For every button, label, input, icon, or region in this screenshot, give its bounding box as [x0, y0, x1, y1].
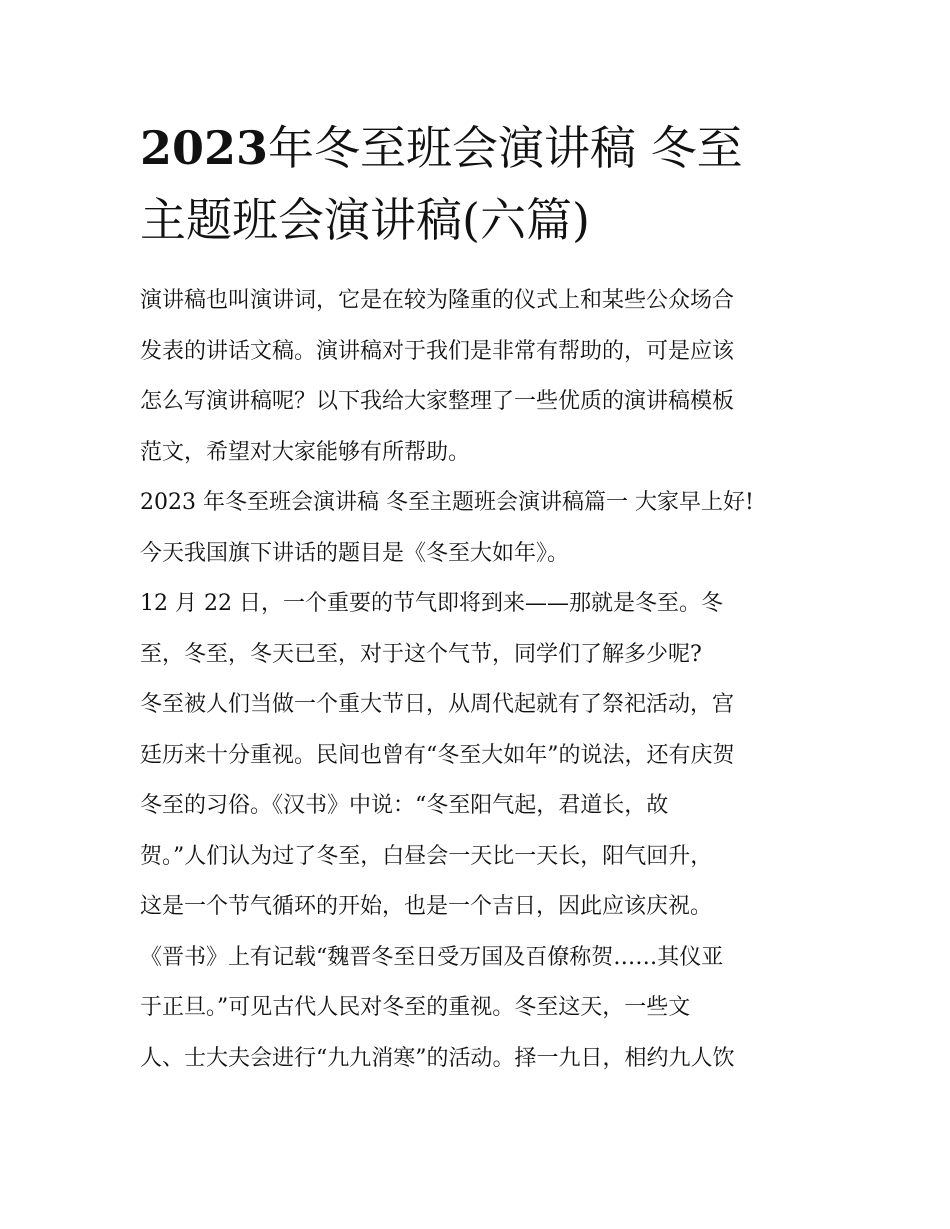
body-line-7: 12 月 22 日，一个重要的节气即将到来——那就是冬至。冬	[140, 591, 723, 616]
body-line-6: 今天我国旗下讲话的题目是《冬至大如年》。	[140, 540, 570, 566]
body-line-15: 于正旦。”可见古代人民对冬至的重视。冬至这天，一些文	[140, 995, 691, 1020]
body-line-10: 廷历来十分重视。民间也曾有“冬至大如年”的说法，还有庆贺	[140, 742, 735, 768]
body-line-12: 贺。”人们认为过了冬至，白昼会一天比一天长，阳气回升，	[140, 843, 713, 869]
title-line-1	[140, 112, 820, 184]
body-line-4: 范文，希望对大家能够有所帮助。	[140, 439, 471, 465]
body-line-9: 冬至被人们当做一个重大节日，从周代起就有了祭祀活动，宫	[140, 692, 735, 717]
body-line-1: 演讲稿也叫演讲词，它是在较为隆重的仪式上和某些公众场合	[140, 288, 735, 313]
body-line-5: 2023 年冬至班会演讲稿 冬至主题班会演讲稿篇一 大家早上好!	[140, 490, 754, 515]
title-line-2: 主题班会演讲稿(六篇)	[140, 193, 590, 247]
body-line-8: 至，冬至，冬天已至，对于这个气节，同学们了解多少呢?	[140, 641, 702, 667]
document-title	[140, 112, 820, 256]
body-line-2: 发表的讲话文稿。演讲稿对于我们是非常有帮助的，可是应该	[140, 338, 735, 364]
body-line-11: 冬至的习俗。《汉书》中说：“冬至阳气起，君道长，故	[140, 793, 669, 818]
body-line-14: 《晋书》上有记载“魏晋冬至日受万国及百僚称贺……其仪亚	[140, 944, 724, 970]
title-year: 2023	[140, 121, 269, 175]
body-line-3: 怎么写演讲稿呢？以下我给大家整理了一些优质的演讲稿模板	[140, 389, 735, 414]
body-line-16: 人、士大夫会进行“九九消寒”的活动。择一九日，相约九人饮	[140, 1045, 735, 1071]
body-line-13: 这是一个节气循环的开始，也是一个吉日，因此应该庆祝。	[140, 894, 713, 919]
document-body	[140, 276, 820, 1084]
title-line-1-text: 年冬至班会演讲稿 冬至	[268, 121, 743, 175]
